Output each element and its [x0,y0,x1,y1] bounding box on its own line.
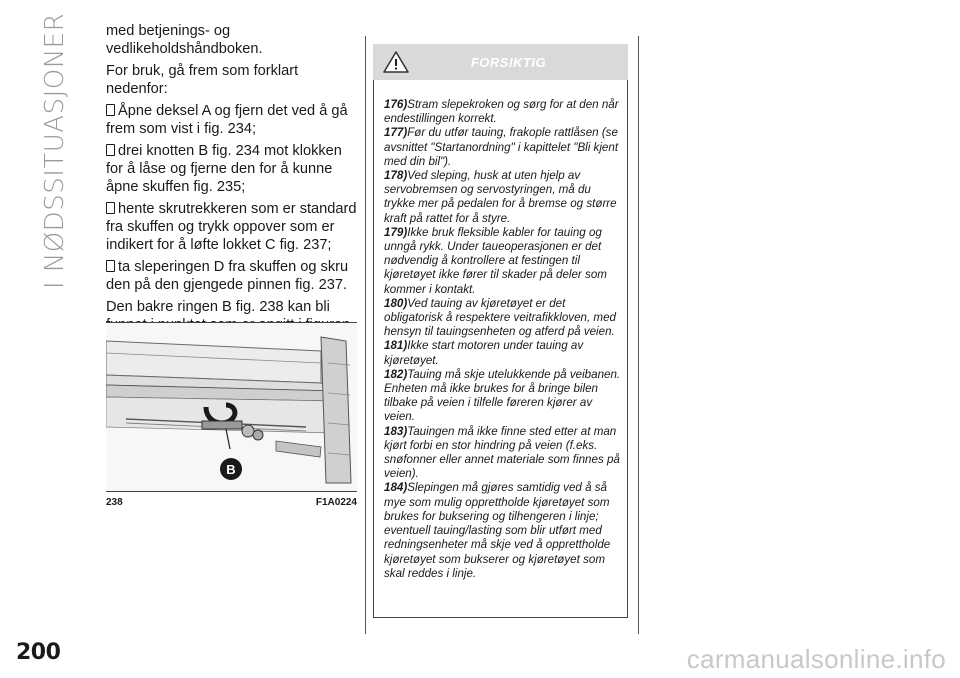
column-divider-right [638,36,639,634]
watermark: carmanualsonline.info [686,644,946,674]
warning-item: 183)Tauingen må ikke finne sted etter at man kjørt forbi en stor hindring på veien (f.eks. snøfonner eller annet materiale som finnes på veien). [384,424,620,481]
section-title [30,12,80,289]
marker-b-label: B [226,462,236,477]
section-title-text: I NØDSSITUASJONER [40,12,71,289]
step-item [106,102,358,138]
instruction-lead: For bruk, gå frem som forklart nedenfor: [106,63,299,97]
figure-number: 238 [106,497,123,508]
step-item [106,200,358,254]
warning-item: 178)Ved sleping, husk at uten hjelp av servobremsen og servostyringen, må du trykke mer på pedalen for å bremse og større kraft på rattet for å styre. [384,169,617,225]
warning-item: 180)Ved tauing av kjøretøyet er det obligatorisk å respektere veitrafikkloven, med hensyn til tauingsenheten og atferd på veien. [384,296,616,339]
warning-item: 179)Ikke bruk fleksible kabler for tauing og unngå rykk. Under taueoperasjonen er det nødvendig å kontrollere at festingen til kjøretøyet ikke fører til skader på deler som kommer i kontakt. [384,225,607,296]
warning-item: 182)Tauing må skje utelukkende på veibanen. Enheten må ikke brukes for å bringe bilen tilbake på veien i tilfelle føreren kjører av veien. [384,367,621,424]
step-text: ta sleperingen D fra skuffen og skru den på den gjengede pinnen fig. 237. [106,259,349,293]
step-item [106,258,358,294]
warning-title: FORSIKTIG [470,54,547,70]
page-number: 200 [16,640,61,665]
warning-header [373,44,628,80]
left-column [106,22,358,338]
warning-box [373,80,628,618]
step-text: hente skrutrekkeren som er standard fra skuffen og trykk oppover som er indikert for å løfte lokket C fig. 237; [106,201,357,253]
checkbox-bullet-icon [106,202,115,214]
step-text: drei knotten B fig. 234 mot klokken for å låse og fjerne den for å kunne åpne skuffen fig. 235; [106,143,342,195]
tow-hook-illustration [106,323,357,492]
warning-triangle-icon [383,50,409,74]
checkbox-bullet-icon [106,104,115,116]
warning-item: 176)Stram slepekroken og sørg for at den når endestillingen korrekt. [384,98,619,126]
checkbox-bullet-icon [106,260,115,272]
step-text: Åpne deksel A og fjern det ved å gå frem som vist i fig. 234; [106,103,348,137]
column-divider-left [365,36,366,634]
warning-item: 184)Slepingen må gjøres samtidig ved å så mye som mulig opprettholde kjøretøyet som brukes for buksering og tilhengeren i linje; eventuell tauing/lasting som blir utført med redningsenheter må skje ved å opprettholde kjøretøyet som bukserer og kjøretøyet som skal reddes i linje. [384,481,611,580]
figure-caption [106,497,357,508]
checkbox-bullet-icon [106,144,115,156]
warning-item: 181)Ikke start motoren under tauing av kjøretøyet. [384,339,584,367]
warning-item: 177)Før du utfør tauing, frakople rattlåsen (se avsnittet "Startanordning" i kapittelet "Bli kjent med din bil"). [384,126,619,168]
figure-238 [106,322,357,492]
figure-code: F1A0224 [315,497,357,508]
closing-text: Den bakre ringen B fig. 238 kan bli [106,299,330,315]
intro-text: med betjenings- og vedlikeholdshåndboken. [106,23,263,57]
step-item [106,142,358,196]
